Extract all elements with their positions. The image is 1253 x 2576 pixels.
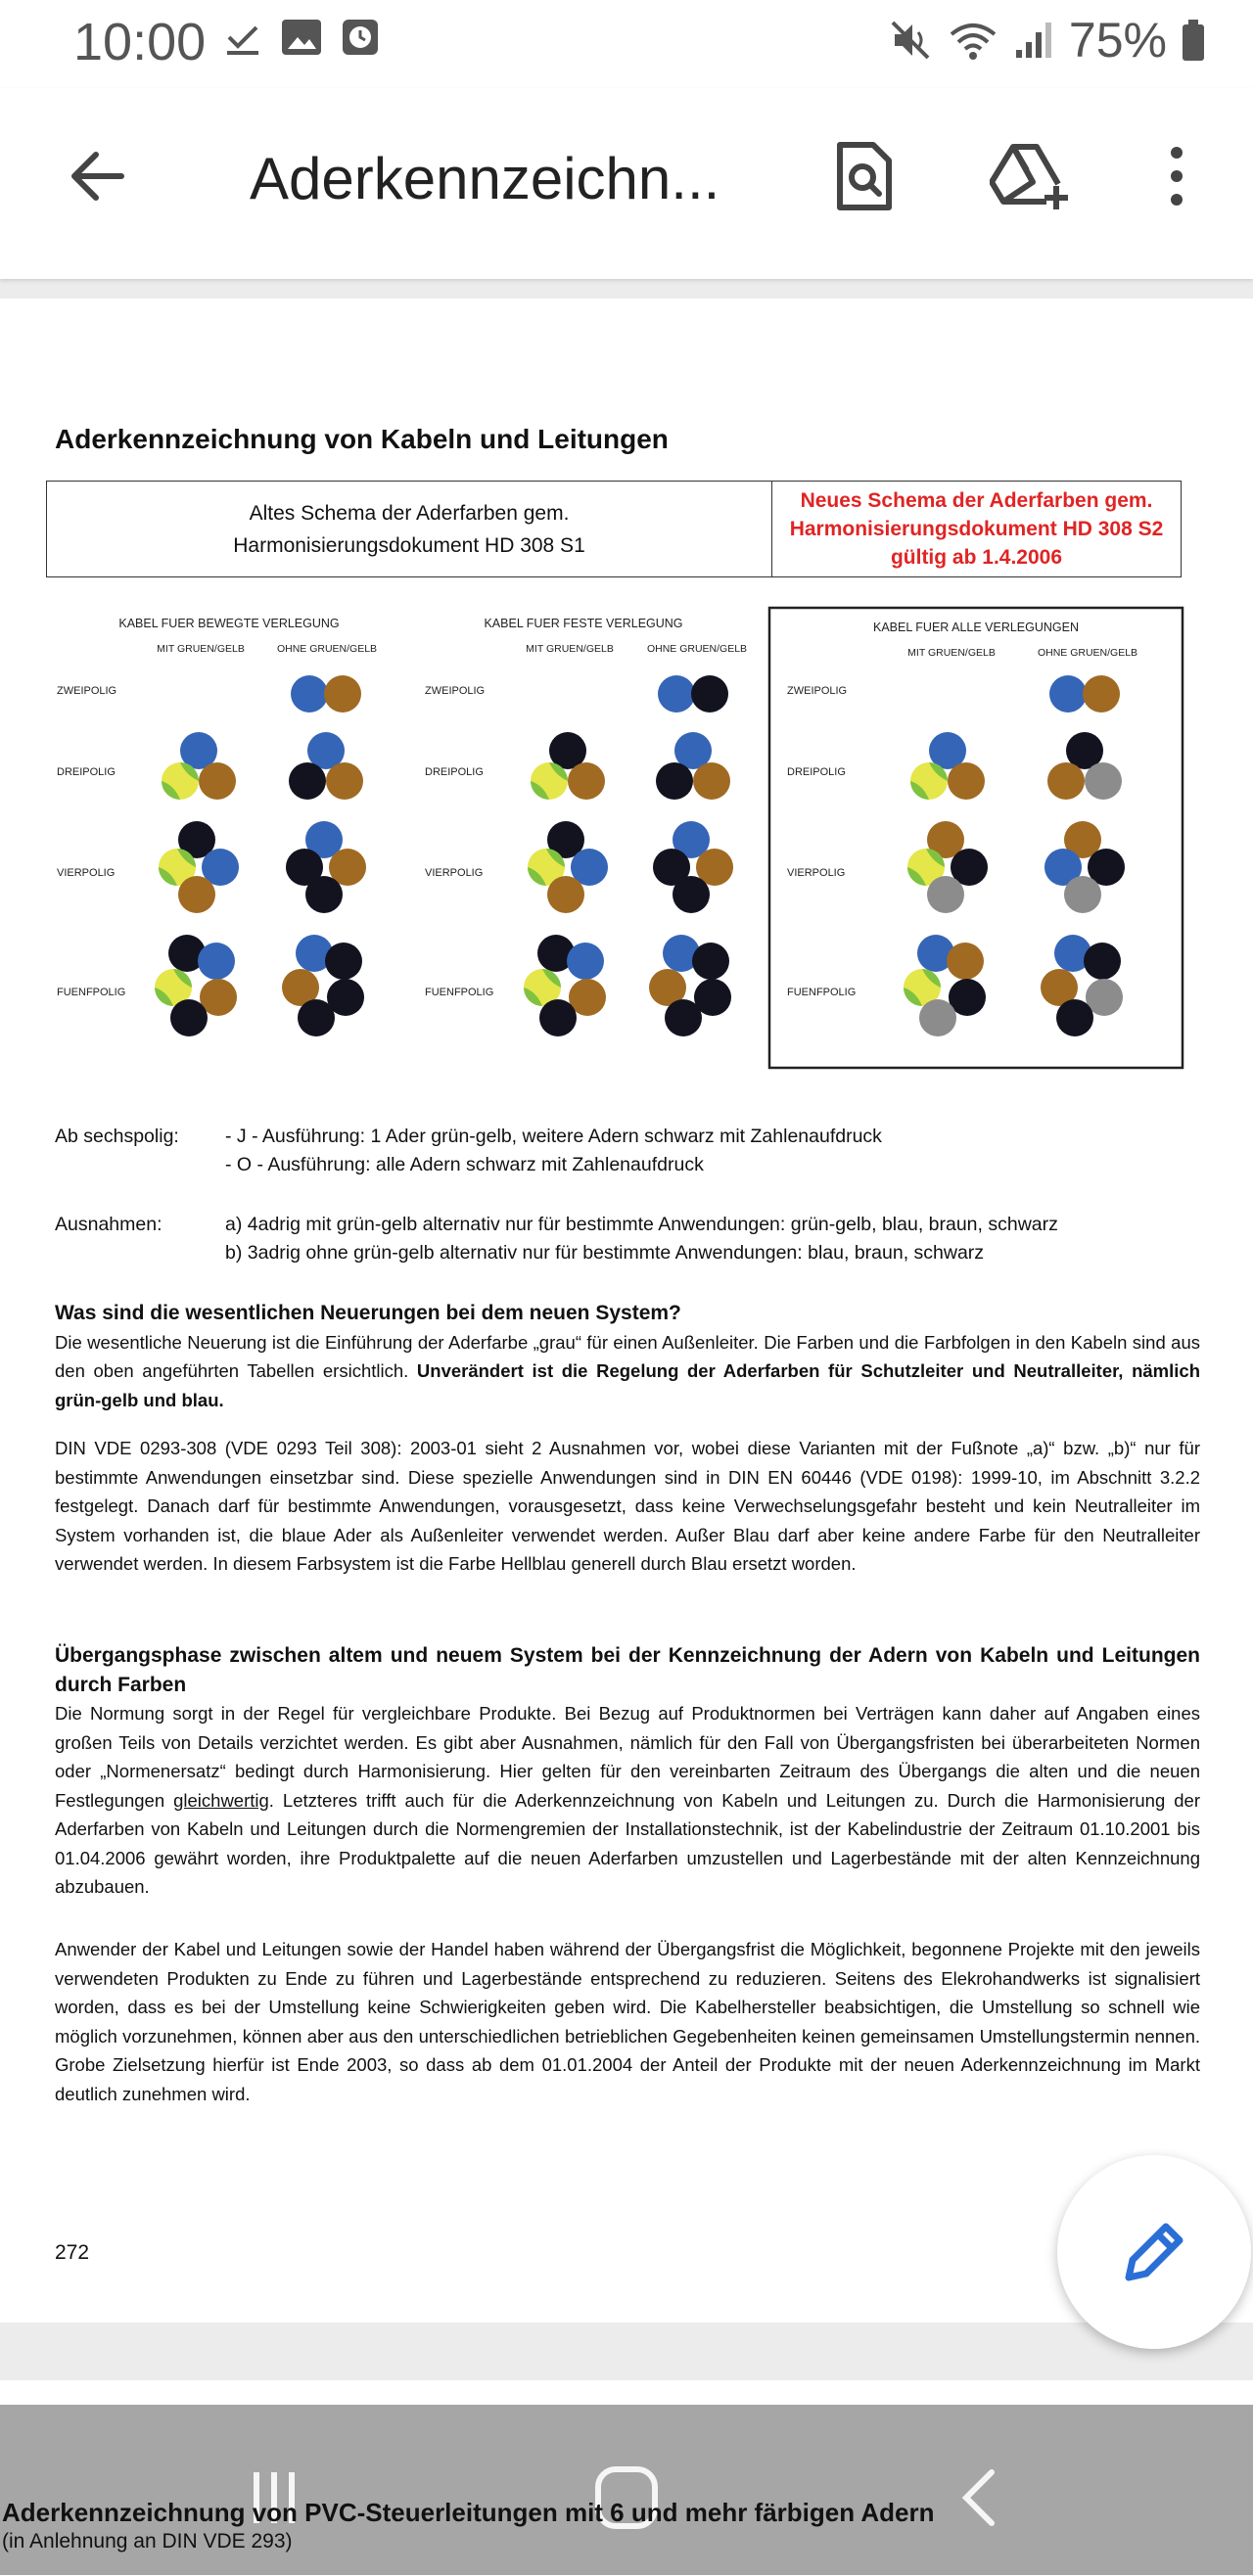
core-black <box>665 999 702 1036</box>
core-black <box>656 762 693 800</box>
core-color-diagrams <box>0 299 1253 1081</box>
old-scheme-line: Altes Schema der Aderfarben gem. <box>249 501 570 525</box>
panel-title: KABEL FUER ALLE VERLEGUNGEN <box>872 621 1080 634</box>
add-to-drive-icon <box>990 141 1072 211</box>
new-scheme-line: Harmonisierungsdokument HD 308 S2 <box>789 518 1164 540</box>
paragraph-anwender: Anwender der Kabel und Leitungen sowie der Handel haben während der Übergangsfrist die Möglichkeit, begonnene Projekte mit den jeweils verwendeten Produkten zu Ende zu führen und Lagerbestände entsprechend zu reduzieren. Seitens des Elekrohandwerks ist signalisiert worden, dass es bei der Umstellung keine Schwierigkeiten geben wird. Die Kabelhersteller beabsichtigen, die Umstellung so schnell wie möglich vorzunehmen, können aber aus den unterschiedlichen betrieblichen Gegebenheiten keinen gemeinsamen Umstellungstermin nennen. Grobe Zielsetzung hierfür ist Ende 2003, so dass ab dem 01.01.2004 der Anteil der Produkte mit der neuen Aderkennzeichnung im Markt deutlich zunehmen wird. <box>55 1939 1200 2104</box>
column-header: MIT GRUEN/GELB <box>526 643 614 655</box>
core-black <box>692 943 729 980</box>
core-black <box>170 999 208 1036</box>
core-gray <box>919 999 956 1036</box>
core-blue <box>567 943 604 980</box>
status-system-icons <box>889 12 1206 69</box>
core-brown <box>547 876 584 913</box>
page-heading: Aderkennzeichnung von Kabeln und Leitungen <box>55 424 669 454</box>
add-to-drive-button[interactable] <box>987 135 1075 217</box>
core-brown <box>693 762 730 800</box>
row-label: DREIPOLIG <box>425 766 484 778</box>
column-header: MIT GRUEN/GELB <box>907 647 996 659</box>
section-text: Die Normung sorgt in der Regel für vergleichbare Produkte. Bei Bezug auf Produktnormen bei Verträgen kann daher auf Angaben eines großen Teils von Details verzichtet werden. Es gibt aber Ausnahmen, nämlich für den Fall von Übergangsfristen bei überarbeiteten Normen oder „Normenersatz“ bedingt durch Harmonisierung. Hier gelten für den vereinbarten Zeitraum des Übergangs die alten und die neuen Festlegungen <box>55 1703 1200 1811</box>
core-gray <box>1064 876 1101 913</box>
back-nav-button[interactable] <box>940 2461 1018 2534</box>
row-label: FUENFPOLIG <box>425 987 494 998</box>
core-black <box>289 762 326 800</box>
core-blue <box>291 675 328 713</box>
document-page <box>0 299 1253 2323</box>
ab-sechspolig-line: - J - Ausführung: 1 Ader grün-gelb, weitere Adern schwarz mit Zahlenaufdruck <box>225 1126 882 1147</box>
section-text: . Letzteres trifft auch für die Aderkennzeichnung von Kabeln und Leitungen zu. Durch die Harmonisierung der Aderfarben von Kabeln und Leitungen durch die Normengremien der Installationstechnik, ist der Kabelindustrie der Zeitraum 01.10.2001 bis 01.04.2006 gewährt worden, ihre Produktpalette auf die neuen Aderfarben umzustellen und Lagerbestände mit der alten Kennzeichnung abzubauen. <box>55 1789 1200 1897</box>
back-button[interactable] <box>59 137 137 215</box>
row-label: VIERPOLIG <box>57 867 116 879</box>
back-arrow-icon <box>67 145 129 207</box>
panel-title: KABEL FUER BEWEGTE VERLEGUNG <box>118 617 340 630</box>
more-options-button[interactable] <box>1145 135 1208 217</box>
core-blue <box>658 675 695 713</box>
paragraph-din-vde: DIN VDE 0293-308 (VDE 0293 Teil 308): 2003-01 sieht 2 Ausnahmen vor, wobei diese Varianten mit der Fußnote „a)“ bzw. „b)“ nur für bestimmte Anwendungen einsetzbar sind. Diese spezielle Anwendungen sind in DIN EN 60446 (VDE 0198): 1999-10, im Abschnitt 3.2.2 festgelegt. Danach darf für bestimmte Anwendungen, vorausgesetzt, dass keine Verwechselungsgefahr besteht und kein Neutralleiter im System vorhanden ist, die blaue Ader als Außenleiter verwendet werden. Außer Blau darf aber keine andere Farbe für den Neutralleiter verwendet werden. In diesem Farbsystem ist die Farbe Hellblau generell durch Blau ersetzt worden. <box>55 1438 1200 1574</box>
new-scheme-line: gültig ab 1.4.2006 <box>890 546 1063 569</box>
core-black <box>1056 999 1093 1036</box>
core-gray <box>1085 762 1122 800</box>
row-label: VIERPOLIG <box>425 867 484 879</box>
page-number: 272 <box>55 2241 90 2264</box>
edit-button[interactable] <box>1057 2155 1251 2349</box>
wifi-icon <box>948 19 998 62</box>
core-black <box>1084 943 1121 980</box>
battery-icon <box>1181 18 1206 63</box>
core-brown <box>324 675 361 713</box>
image-icon <box>280 18 323 57</box>
clock-icon <box>341 18 380 57</box>
section-text-bold: Unverändert ist die Regelung der Aderfarben für Schutzleiter und Neutralleiter, nämlich grün-gelb und blau. <box>55 1360 1200 1410</box>
row-label: VIERPOLIG <box>787 867 846 879</box>
section-heading: Was sind die wesentlichen Neuerungen bei dem neuen System? <box>55 1302 681 1324</box>
section-uebergangsphase <box>55 1641 1200 1902</box>
core-brown <box>178 876 215 913</box>
core-brown <box>568 762 605 800</box>
section-neuerungen <box>55 1299 1200 1414</box>
row-label: FUENFPOLIG <box>787 987 857 998</box>
core-black <box>539 999 577 1036</box>
next-page-subheading: (in Anlehnung an DIN VDE 293) <box>2 2530 293 2553</box>
status-time: 10:00 <box>73 13 207 71</box>
ab-sechspolig-line: - O - Ausführung: alle Adern schwarz mit Zahlenaufdruck <box>225 1154 704 1175</box>
core-brown <box>1047 762 1085 800</box>
signal-icon <box>1012 19 1055 62</box>
column-header: OHNE GRUEN/GELB <box>646 643 748 655</box>
column-header: OHNE GRUEN/GELB <box>1037 647 1138 659</box>
core-brown <box>199 762 236 800</box>
find-in-document-button[interactable] <box>822 135 905 217</box>
row-label: ZWEIPOLIG <box>57 685 117 697</box>
mute-icon <box>889 19 934 62</box>
new-scheme-line: Neues Schema der Aderfarben gem. <box>800 489 1153 512</box>
old-scheme-line: Harmonisierungsdokument HD 308 S1 <box>233 533 585 557</box>
next-page-heading: Aderkennzeichnung von PVC-Steuerleitungen mit 6 und mehr färbigen Adern <box>2 2498 935 2527</box>
core-brown <box>948 762 985 800</box>
ausnahmen-label: Ausnahmen: <box>55 1214 162 1235</box>
row-label: DREIPOLIG <box>57 766 116 778</box>
app-bar <box>0 88 1253 279</box>
section-heading: Übergangsphase zwischen altem und neuem System bei der Kennzeichnung der Adern von Kabeln und Leitungen durch Farben <box>55 1644 1200 1696</box>
underlined-word: gleichwertig <box>173 1789 269 1811</box>
core-blue <box>1049 675 1087 713</box>
battery-percent: 75% <box>1068 13 1167 68</box>
core-gray <box>927 876 964 913</box>
core-brown <box>326 762 363 800</box>
more-options-icon <box>1167 145 1186 207</box>
core-brown <box>947 943 984 980</box>
status-bar <box>0 0 1253 88</box>
core-black <box>691 675 728 713</box>
status-notification-icons <box>223 18 380 57</box>
row-label: ZWEIPOLIG <box>787 685 848 697</box>
document-title: Aderkennzeichn... <box>250 146 720 211</box>
core-brown <box>1083 675 1120 713</box>
ab-sechspolig-label: Ab sechspolig: <box>55 1126 179 1147</box>
edit-pencil-icon <box>1115 2213 1193 2291</box>
panel-title: KABEL FUER FESTE VERLEGUNG <box>484 617 683 630</box>
core-black <box>325 943 362 980</box>
column-header: OHNE GRUEN/GELB <box>276 643 378 655</box>
back-nav-icon <box>954 2466 1003 2529</box>
row-label: DREIPOLIG <box>787 766 846 778</box>
ausnahmen-line: b) 3adrig ohne grün-gelb alternativ nur für bestimmte Anwendungen: blau, braun, schwarz <box>225 1242 985 1264</box>
row-label: FUENFPOLIG <box>57 987 126 998</box>
core-black <box>673 876 710 913</box>
search-document-icon <box>832 141 895 211</box>
core-black <box>298 999 335 1036</box>
core-blue <box>198 943 235 980</box>
check-icon <box>223 18 262 57</box>
section-text: Die wesentliche Neuerung ist die Einführung der Aderfarbe „grau“ für einen Außenleiter. Die Farben und die Farbfolgen in den Kabeln sind aus den oben angeführten Tabellen ersichtlich. <box>55 1331 1200 1381</box>
row-label: ZWEIPOLIG <box>425 685 486 697</box>
core-black <box>305 876 343 913</box>
column-header: MIT GRUEN/GELB <box>157 643 245 655</box>
ausnahmen-line: a) 4adrig mit grün-gelb alternativ nur für bestimmte Anwendungen: grün-gelb, blau, braun, schwarz <box>225 1214 1058 1235</box>
